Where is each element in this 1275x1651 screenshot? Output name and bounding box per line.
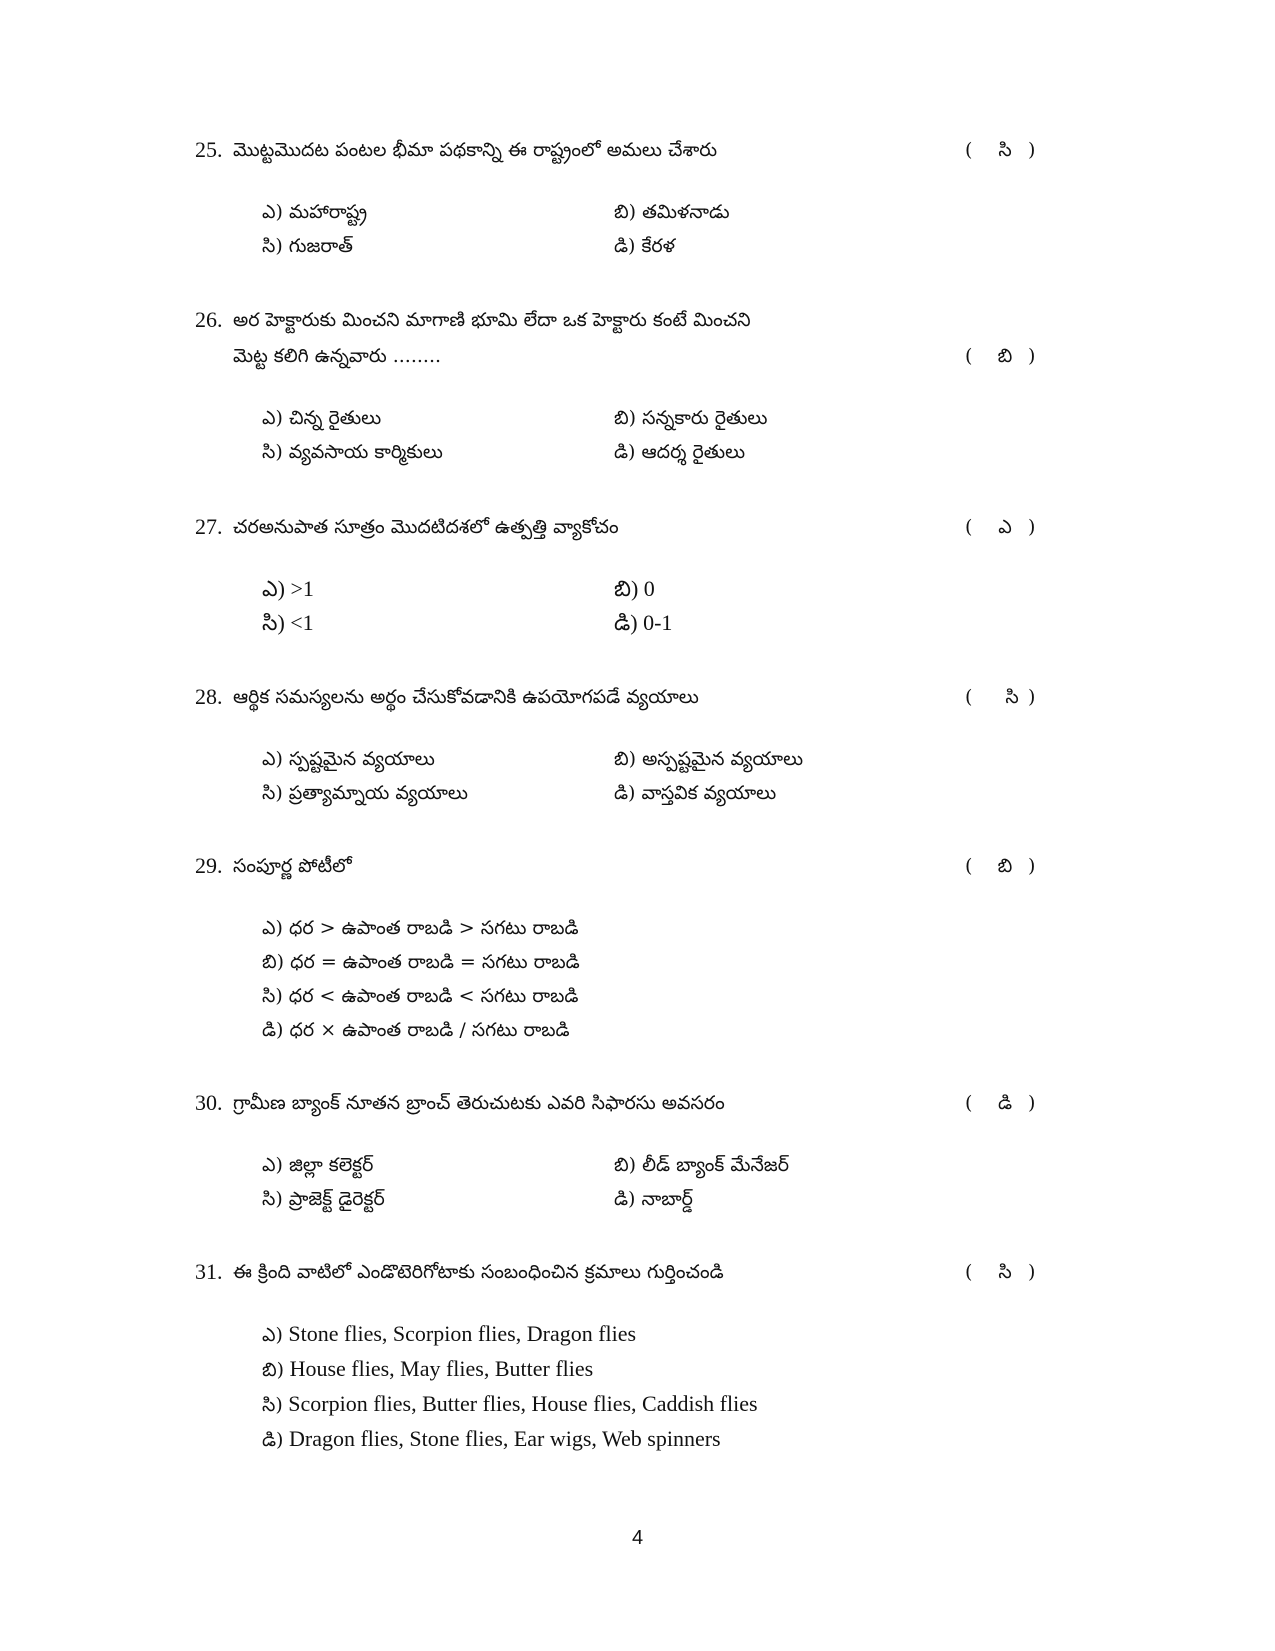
option-c	[262, 1387, 758, 1422]
page-number: 4	[631, 1527, 644, 1549]
question-number: 25.	[195, 137, 223, 162]
answer-value: సి	[998, 1261, 1012, 1283]
question-line	[0, 1254, 1275, 1290]
option-a: ఎ) ధర > ఉపాంత రాబడి > సగటు రాబడి	[262, 917, 579, 939]
question-text-continued: మెట్ట కలిగి ఉన్నవారు ........	[233, 345, 442, 367]
option-c: సి) ప్రత్యామ్నాయ వ్యయాలు	[262, 782, 468, 804]
question-25	[0, 132, 1275, 257]
option-d: డి) 0-1	[614, 610, 673, 635]
question-line	[0, 1085, 1275, 1121]
option-b	[262, 1352, 593, 1387]
question-text: అర హెక్టారుకు మించని మాగాణి భూమి లేదా ఒక హెక్టారు కంటే మించని	[233, 309, 751, 331]
option-b: బి) ధర = ఉపాంత రాబడి = సగటు రాబడి	[262, 951, 580, 973]
option-b: బి) లీడ్ బ్యాంక్ మేనేజర్	[614, 1154, 789, 1176]
question-number: 28.	[195, 684, 223, 709]
question-30	[0, 1085, 1275, 1210]
option-c: సి) వ్యవసాయ కార్మికులు	[262, 441, 443, 463]
option-c: సి) <1	[262, 610, 314, 635]
answer-key: ( సి )	[965, 1254, 1045, 1290]
option-label: సి)	[262, 1394, 283, 1416]
question-text: సంపూర్ణ పోటీలో	[233, 855, 352, 877]
option-label: డి)	[262, 1429, 284, 1451]
option-a: ఎ) మహారాష్ట్ర	[262, 201, 368, 223]
option-c: సి) గుజరాత్	[262, 235, 353, 257]
answer-key: ( బి )	[965, 338, 1045, 374]
option-d: డి) ధర × ఉపాంత రాబడి / సగటు రాబడి	[262, 1019, 570, 1041]
answer-key: ( ఎ )	[965, 509, 1045, 545]
question-text: మొట్టమొదట పంటల భీమా పథకాన్ని ఈ రాష్ట్రంలో అమలు చేశారు	[233, 139, 718, 161]
question-line	[0, 679, 1275, 715]
option-label: బి)	[262, 1359, 285, 1381]
option-c: సి) ప్రాజెక్ట్ డైరెక్టర్	[262, 1188, 385, 1210]
option-d: డి) కేరళ	[614, 235, 675, 257]
question-line-2	[0, 338, 1275, 374]
option-text: Scorpion flies, Butter flies, House flies, Caddish flies	[288, 1391, 758, 1416]
question-29	[0, 848, 1275, 1041]
option-text: Dragon flies, Stone flies, Ear wigs, Web spinners	[288, 1426, 721, 1451]
option-c: సి) ధర < ఉపాంత రాబడి < సగటు రాబడి	[262, 985, 579, 1007]
option-d	[262, 1422, 721, 1457]
answer-value: సి	[1005, 686, 1019, 708]
answer-value: డి	[997, 1092, 1013, 1114]
question-number: 29.	[195, 853, 223, 878]
question-text: ఈ క్రింది వాటిలో ఎండొటెరిగోటాకు సంబంధించిన క్రమాలు గుర్తించండి	[233, 1261, 724, 1283]
question-number: 26.	[195, 307, 223, 332]
question-26	[0, 302, 1275, 463]
question-28	[0, 679, 1275, 804]
question-27	[0, 509, 1275, 635]
option-a: ఎ) చిన్న రైతులు	[262, 407, 382, 429]
answer-value: సి	[998, 139, 1012, 161]
option-d: డి) వాస్తవిక వ్యయాలు	[614, 782, 777, 804]
answer-key: ( బి )	[965, 848, 1045, 884]
option-b: బి) సన్నకారు రైతులు	[614, 407, 768, 429]
answer-value: బి	[997, 855, 1013, 877]
option-text: House flies, May flies, Butter flies	[289, 1356, 594, 1381]
question-line	[0, 302, 1275, 338]
option-a: ఎ) >1	[262, 576, 314, 601]
question-line	[0, 132, 1275, 168]
option-text: Stone flies, Scorpion flies, Dragon flies	[288, 1321, 637, 1346]
question-number: 27.	[195, 514, 223, 539]
question-line	[0, 848, 1275, 884]
question-number: 31.	[195, 1259, 223, 1284]
question-31	[0, 1254, 1275, 1451]
option-b: బి) అస్పష్టమైన వ్యయాలు	[614, 748, 804, 770]
option-a	[262, 1317, 636, 1352]
option-d: డి) నాబార్డ్	[614, 1188, 693, 1210]
question-line	[0, 509, 1275, 545]
option-d: డి) ఆదర్శ రైతులు	[614, 441, 746, 463]
option-b: బి) 0	[614, 576, 655, 601]
option-label: ఎ)	[262, 1324, 283, 1346]
option-a: ఎ) జిల్లా కలెక్టర్	[262, 1154, 374, 1176]
question-number: 30.	[195, 1090, 223, 1115]
answer-value: బి	[997, 345, 1013, 367]
answer-key: ( సి )	[965, 132, 1045, 168]
answer-value: ఎ	[998, 516, 1012, 538]
option-a: ఎ) స్పష్టమైన వ్యయాలు	[262, 748, 435, 770]
option-b: బి) తమిళనాడు	[614, 201, 730, 223]
answer-key: ( సి )	[965, 679, 1045, 715]
question-text: ఆర్థిక సమస్యలను అర్థం చేసుకోవడానికి ఉపయోగపడే వ్యయాలు	[233, 686, 699, 708]
question-text: గ్రామీణ బ్యాంక్ నూతన బ్రాంచ్ తెరుచుటకు ఎవరి సిఫారసు అవసరం	[233, 1092, 725, 1114]
question-text: చరఅనుపాత సూత్రం మొదటిదశలో ఉత్పత్తి వ్యాకోచం	[233, 516, 619, 538]
answer-key: ( డి )	[965, 1085, 1045, 1121]
